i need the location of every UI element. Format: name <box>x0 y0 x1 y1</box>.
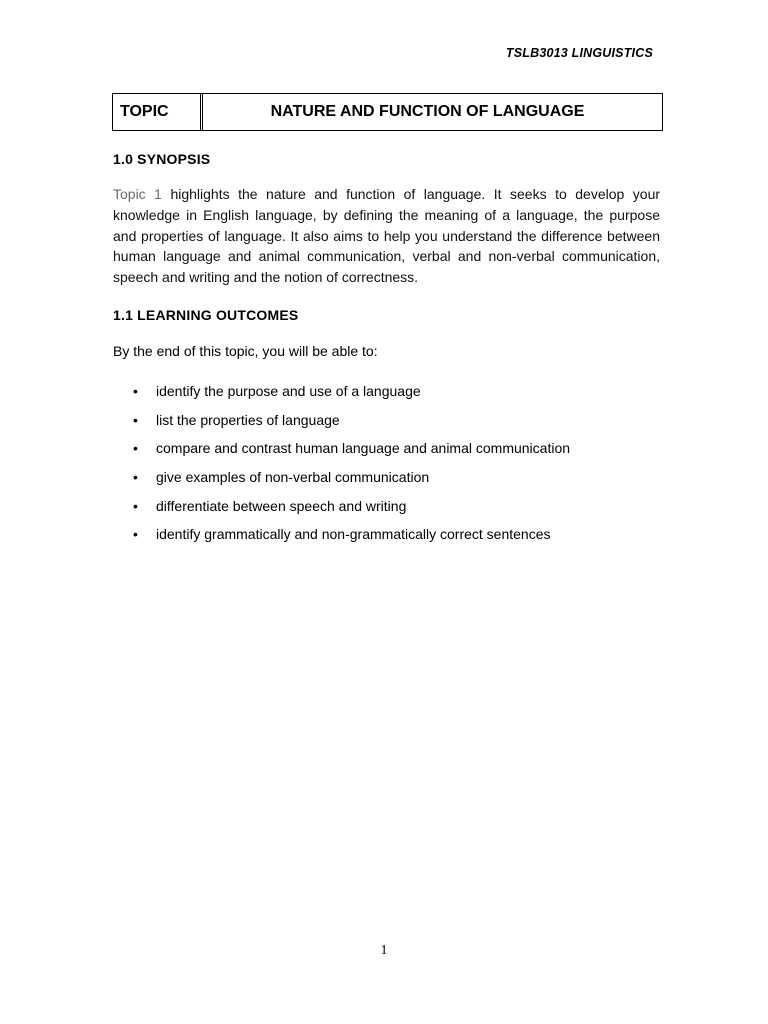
outcome-text: identify the purpose and use of a language <box>156 383 421 400</box>
bullet-icon: • <box>133 411 138 428</box>
topic-title-box <box>112 93 663 131</box>
list-item <box>113 520 570 549</box>
synopsis-paragraph <box>113 184 660 288</box>
outcome-text: differentiate between speech and writing <box>156 497 407 514</box>
synopsis-heading: 1.0 SYNOPSIS <box>113 151 211 167</box>
synopsis-lead-text: Topic 1 <box>113 186 162 202</box>
synopsis-body-text: highlights the nature and function of language. It seeks to develop your knowledge in English language, by defining the meaning of a language, the purpose and properties of language. It also aims to help you understand the difference between human language and animal communication, verbal and non-verbal communication, speech and writing and the notion of correctness. <box>113 186 661 286</box>
topic-title: NATURE AND FUNCTION OF LANGUAGE <box>270 103 585 120</box>
list-item <box>113 463 570 492</box>
topic-label: TOPIC <box>113 94 203 130</box>
bullet-icon: • <box>133 440 138 457</box>
list-item <box>113 406 570 435</box>
outcome-text: compare and contrast human language and animal communication <box>156 440 571 457</box>
list-item <box>113 491 570 520</box>
outcome-text: identify grammatically and non-grammatically correct sentences <box>156 526 551 543</box>
outcome-text: list the properties of language <box>156 411 340 428</box>
list-item <box>113 434 570 463</box>
page-number: 1 <box>380 943 388 958</box>
bullet-icon: • <box>133 526 138 543</box>
bullet-icon: • <box>133 383 138 400</box>
running-header: TSLB3013 LINGUISTICS <box>505 46 653 60</box>
bullet-icon: • <box>133 469 138 486</box>
outcome-text: give examples of non-verbal communication <box>156 469 430 486</box>
learning-outcomes-list <box>113 377 570 549</box>
learning-outcomes-heading: 1.1 LEARNING OUTCOMES <box>113 307 299 323</box>
list-item <box>113 377 570 406</box>
learning-outcomes-intro: By the end of this topic, you will be able to: <box>113 343 378 359</box>
bullet-icon: • <box>133 497 138 514</box>
